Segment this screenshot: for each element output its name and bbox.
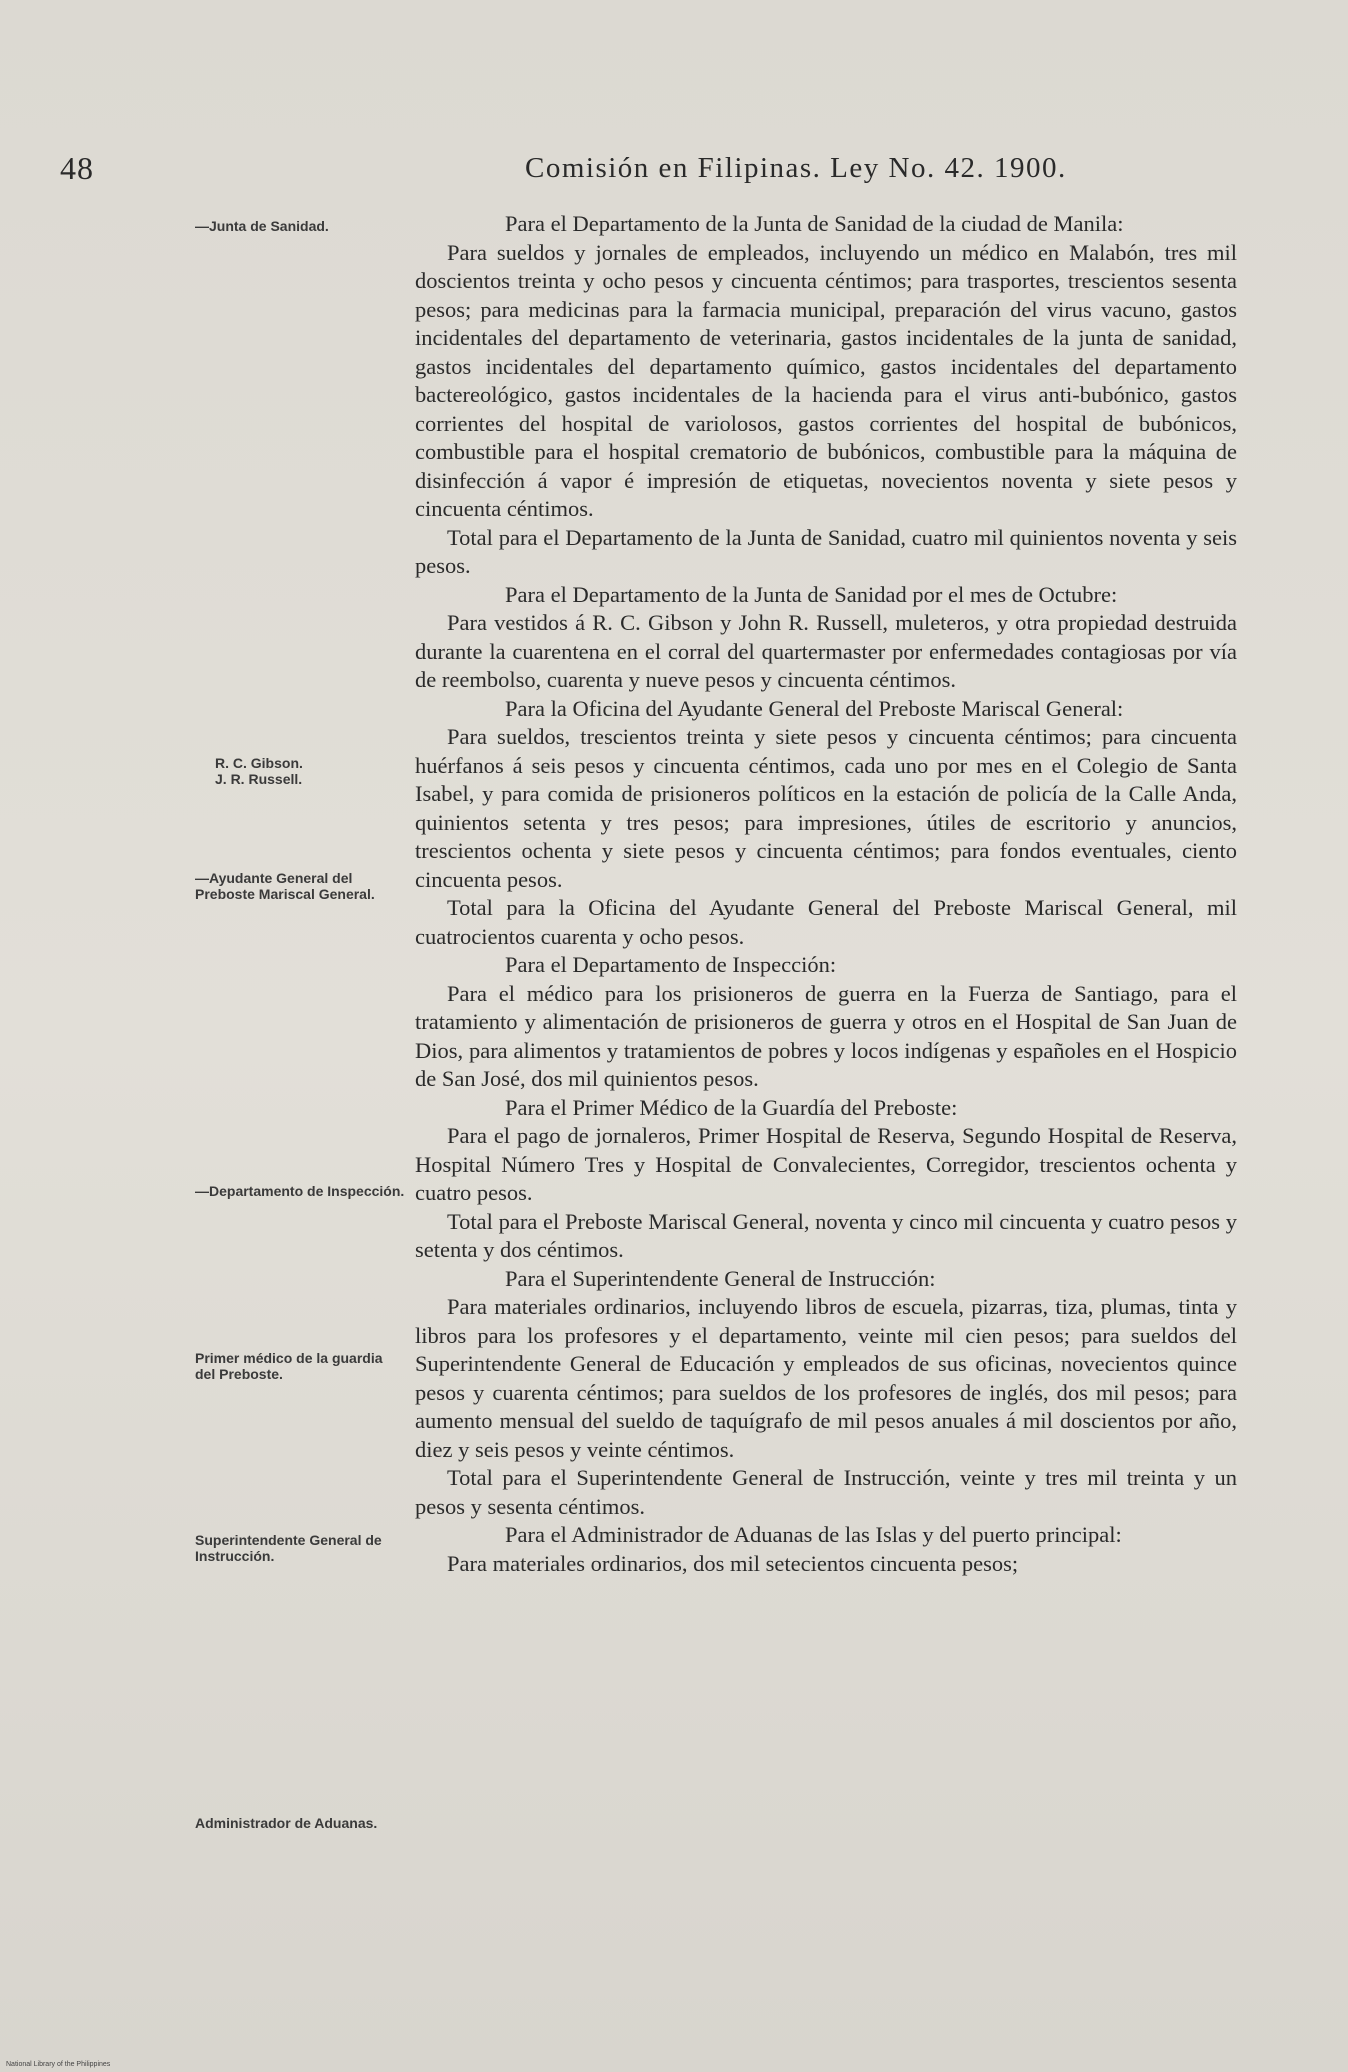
paragraph: Para materiales ordinarios, dos mil setecientos cincuenta pesos; bbox=[447, 1550, 1019, 1576]
section-heading: Para el Primer Médico de la Guardía del Preboste: bbox=[505, 1094, 958, 1120]
total-paragraph: Total para el Departamento de la Junta de Sanidad, cuatro mil quinientos noventa y seis pesos. bbox=[415, 524, 1237, 578]
section-heading: Para la Oficina del Ayudante General del Preboste Mariscal General: bbox=[505, 695, 1124, 721]
margin-note-junta-sanidad: —Junta de Sanidad. bbox=[195, 218, 329, 234]
paragraph: Para sueldos, trescientos treinta y siete pesos y cincuenta céntimos; para cincuenta huérfanos á seis pesos y cincuenta céntimos, cada uno por mes en el Colegio de Santa Isabel, y para comida de prisioneros políticos en la estación de policía de la Calle Anda, quinientos setenta y tres pesos; para impresiones, útiles de escritorio y anuncios, trescientos ochenta y siete pesos y cincuenta céntimos; para fondos eventuales, ciento cincuenta pesos. bbox=[415, 724, 1237, 892]
margin-note-superintendente: Superintendente General de Instrucción. bbox=[195, 1532, 382, 1564]
margin-note-ayudante-general: —Ayudante General del Preboste Mariscal General. bbox=[195, 870, 375, 902]
margin-note-gibson-russell: R. C. Gibson. J. R. Russell. bbox=[215, 755, 303, 787]
body-text bbox=[415, 210, 1237, 1578]
total-paragraph: Total para el Superintendente General de Instrucción, veinte y tres mil treinta y un pesos y sesenta céntimos. bbox=[415, 1465, 1237, 1519]
total-paragraph: Total para la Oficina del Ayudante General del Preboste Mariscal General, mil cuatrocientos cuarenta y ocho pesos. bbox=[415, 895, 1237, 949]
paragraph: Para vestidos á R. C. Gibson y John R. Russell, muleteros, y otra propiedad destruida durante la cuarentena en el corral del quartermaster por enfermedades contagiosas por vía de reembolso, cuarenta y nueve pesos y cincuenta céntimos. bbox=[415, 610, 1237, 692]
scan-footer: National Library of the Philippines bbox=[6, 2061, 111, 2068]
paragraph: Para materiales ordinarios, incluyendo libros de escuela, pizarras, tiza, plumas, tinta y libros para los profesores y el departamento, veinte mil cien pesos; para sueldos del Superintendente General de Educación y empleados de sus oficinas, novecientos quince pesos y cuarenta céntimos; para sueldos de los profesores de inglés, dos mil pesos; para aumento mensual del sueldo de taquígrafo de mil pesos anuales á mil doscientos por año, diez y seis pesos y veinte céntimos. bbox=[415, 1294, 1237, 1462]
section-heading: Para el Administrador de Aduanas de las Islas y del puerto principal: bbox=[505, 1522, 1122, 1547]
page-header bbox=[60, 150, 1260, 190]
paragraph: Para el pago de jornaleros, Primer Hospital de Reserva, Segundo Hospital de Reserva, Hospital Número Tres y Hospital de Convalecientes, Corregidor, trescientos ochenta y cuatro pesos. bbox=[415, 1123, 1237, 1205]
margin-note-departamento-inspeccion: —Departamento de Inspección. bbox=[195, 1183, 405, 1199]
section-heading: Para el Superintendente General de Instrucción: bbox=[505, 1265, 936, 1291]
section-heading: Para el Departamento de la Junta de Sanidad de la ciudad de Manila: bbox=[505, 211, 1124, 236]
total-paragraph: Total para el Preboste Mariscal General, noventa y cinco mil cincuenta y cuatro pesos y setenta y dos céntimos. bbox=[415, 1208, 1237, 1262]
paragraph: Para sueldos y jornales de empleados, incluyendo un médico en Malabón, tres mil doscientos treinta y ocho pesos y cincuenta céntimos; para trasportes, trescientos sesenta pesos; para medicinas para la farmacia municipal, preparación del virus vacuno, gastos incidentales del departamento de veterinaria, gastos incidentales de la junta de sanidad, gastos incidentales del departamento químico, gastos incidentales del departamento bactereológico, gastos incidentales de la hacienda para el virus anti-bubónico, gastos corrientes del hospital de variolosos, gastos corrientes del hospital de bubónicos, combustible para el hospital crematorio de bubónicos, combustible para la máquina de disinfección á vapor é impresión de etiquetas, novecientos noventa y siete pesos y cincuenta céntimos. bbox=[415, 239, 1237, 521]
section-heading: Para el Departamento de Inspección: bbox=[505, 952, 837, 977]
margin-note-primer-medico: Primer médico de la guardia del Preboste. bbox=[195, 1350, 383, 1382]
page-number: 48 bbox=[60, 150, 94, 186]
section-heading: Para el Departamento de la Junta de Sanidad por el mes de Octubre: bbox=[505, 581, 1118, 607]
running-title: Comisión en Filipinas. Ley No. 42. 1900. bbox=[525, 152, 1067, 184]
paragraph: Para el médico para los prisioneros de guerra en la Fuerza de Santiago, para el tratamiento y alimentación de prisioneros de guerra y otros en el Hospital de San Juan de Dios, para alimentos y tratamientos de pobres y locos indígenas y españoles en el Hospicio de San José, dos mil quinientos pesos. bbox=[415, 980, 1237, 1091]
margin-note-administrador-aduanas: Administrador de Aduanas. bbox=[195, 1815, 378, 1831]
